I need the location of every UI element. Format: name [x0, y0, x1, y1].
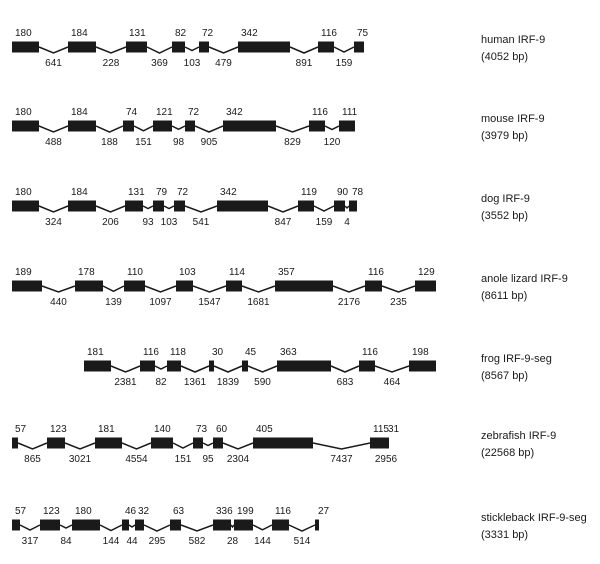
intron-line	[42, 286, 75, 292]
exon-box	[309, 121, 325, 132]
gene-size: (3979 bp)	[481, 130, 529, 142]
gene-row	[12, 506, 587, 547]
exon-box	[12, 42, 39, 53]
exon-box	[226, 281, 242, 292]
exon-size-label: 57	[15, 424, 27, 435]
exon-box	[135, 520, 144, 531]
exon-size-label: 181	[98, 424, 115, 435]
exon-box	[234, 520, 253, 531]
intron-line	[181, 366, 209, 372]
exon-box	[315, 520, 319, 531]
exon-box	[123, 121, 134, 132]
exon-size-label: 140	[154, 424, 171, 435]
exon-box	[339, 121, 355, 132]
intron-size-label: 159	[335, 58, 353, 69]
gene-size: (3552 bp)	[481, 210, 529, 222]
intron-size-label: 514	[293, 536, 311, 547]
exon-box	[370, 438, 387, 449]
exon-size-label: 74	[126, 107, 138, 118]
intron-size-label: 93	[142, 217, 154, 228]
intron-size-label: 324	[45, 217, 62, 228]
intron-line	[164, 206, 174, 209]
intron-line	[333, 286, 365, 292]
intron-line	[129, 525, 135, 527]
exon-box	[12, 281, 42, 292]
exon-box	[199, 42, 209, 53]
intron-line	[242, 286, 275, 292]
intron-size-label: 464	[383, 377, 401, 388]
exon-size-label: 198	[412, 347, 429, 358]
gene-size: (4052 bp)	[481, 51, 529, 63]
intron-line	[289, 525, 315, 531]
exon-box	[275, 281, 333, 292]
intron-size-label: 159	[315, 217, 333, 228]
exon-box	[209, 361, 214, 372]
gene-size: (3331 bp)	[481, 529, 529, 541]
intron-size-label: 865	[24, 454, 41, 465]
exon-box	[153, 201, 164, 212]
intron-line	[214, 366, 242, 372]
exon-size-label: 180	[15, 107, 32, 118]
intron-size-label: 28	[226, 536, 239, 547]
intron-size-label: 98	[172, 137, 185, 148]
exon-size-label: 72	[188, 107, 200, 118]
exon-box	[72, 520, 100, 531]
exon-size-label: 123	[50, 424, 67, 435]
intron-line	[231, 525, 234, 527]
intron-size-label: 95	[202, 454, 214, 465]
intron-size-label: 4554	[125, 454, 148, 465]
intron-size-label: 4	[344, 217, 350, 228]
exon-box	[84, 361, 111, 372]
exon-size-label: 131	[128, 187, 145, 198]
exon-box	[365, 281, 382, 292]
intron-size-label: 2176	[337, 297, 361, 308]
exon-box	[12, 201, 39, 212]
exon-size-label: 180	[15, 187, 32, 198]
exon-size-label: 78	[352, 187, 364, 198]
intron-line	[325, 126, 339, 130]
exon-size-label: 57	[15, 506, 27, 517]
exon-size-label: 45	[245, 347, 257, 358]
exon-box	[277, 361, 331, 372]
gene-row	[12, 424, 556, 465]
exon-box	[242, 361, 248, 372]
exon-size-label: 46	[125, 506, 137, 517]
exon-box	[167, 361, 181, 372]
intron-line	[203, 443, 213, 446]
exon-box	[409, 361, 436, 372]
intron-line	[313, 443, 370, 449]
exon-box	[217, 201, 268, 212]
intron-size-label: 103	[160, 217, 178, 228]
exon-size-label: 82	[175, 28, 187, 39]
intron-size-label: 103	[183, 58, 201, 69]
exon-size-label: 184	[71, 28, 88, 39]
exon-box	[193, 438, 203, 449]
intron-line	[134, 126, 153, 131]
exon-size-label: 114	[229, 267, 245, 278]
intron-size-label: 541	[192, 217, 210, 228]
exon-size-label: 131	[129, 28, 146, 39]
exon-size-label: 72	[177, 187, 189, 198]
intron-line	[143, 206, 153, 209]
exon-size-label: 115	[373, 424, 389, 435]
intron-line	[248, 366, 277, 372]
exon-box	[415, 281, 436, 292]
exon-size-label: 110	[127, 267, 143, 278]
exon-box	[12, 438, 18, 449]
intron-size-label: 151	[174, 454, 192, 465]
exon-box	[151, 438, 173, 449]
intron-size-label: 120	[323, 137, 341, 148]
exon-box	[172, 42, 185, 53]
exon-size-label: 181	[87, 347, 104, 358]
intron-line	[39, 47, 68, 53]
exon-box	[385, 438, 389, 449]
intron-size-label: 235	[390, 297, 407, 308]
intron-line	[331, 366, 359, 372]
intron-size-label: 590	[254, 377, 271, 388]
intron-line	[103, 286, 124, 291]
gene-name: dog IRF-9	[481, 193, 530, 205]
intron-size-label: 2956	[374, 454, 398, 465]
intron-line	[193, 286, 226, 292]
exon-size-label: 405	[256, 424, 273, 435]
exon-box	[185, 121, 195, 132]
intron-size-label: 582	[188, 536, 206, 547]
exon-size-label: 336	[216, 506, 233, 517]
gene-name: human IRF-9	[481, 34, 546, 46]
exon-size-label: 116	[275, 506, 291, 517]
exon-box	[272, 520, 289, 531]
gene-size: (8611 bp)	[481, 290, 528, 302]
intron-line	[195, 126, 223, 132]
exon-size-label: 184	[71, 107, 88, 118]
exon-size-label: 60	[216, 424, 228, 435]
exon-box	[95, 438, 122, 449]
intron-line	[173, 443, 193, 448]
exon-box	[213, 520, 231, 531]
intron-line	[111, 366, 140, 372]
intron-size-label: 84	[60, 536, 72, 547]
intron-size-label: 82	[155, 377, 167, 388]
exon-box	[122, 520, 129, 531]
exon-box	[75, 281, 103, 292]
exon-size-label: 63	[173, 506, 185, 517]
intron-line	[185, 206, 217, 212]
exon-box	[68, 201, 96, 212]
exon-size-label: 30	[212, 347, 224, 358]
exon-size-label: 184	[71, 187, 88, 198]
intron-size-label: 488	[45, 137, 62, 148]
exon-box	[223, 121, 276, 132]
exon-box	[12, 121, 39, 132]
exon-size-label: 119	[301, 187, 317, 198]
exon-box	[334, 201, 345, 212]
intron-size-label: 847	[274, 217, 292, 228]
intron-size-label: 3021	[68, 454, 92, 465]
exon-box	[298, 201, 314, 212]
gene-name: mouse IRF-9	[481, 113, 545, 125]
exon-box	[213, 438, 223, 449]
intron-size-label: 206	[102, 217, 119, 228]
intron-size-label: 829	[284, 137, 301, 148]
exon-box	[125, 201, 143, 212]
exon-size-label: 363	[280, 347, 297, 358]
exon-box	[170, 520, 181, 531]
gene-row	[84, 347, 552, 388]
exon-box	[359, 361, 375, 372]
exon-size-label: 189	[15, 267, 32, 278]
exon-size-label: 199	[237, 506, 254, 517]
intron-size-label: 641	[45, 58, 62, 69]
exon-size-label: 31	[388, 424, 400, 435]
intron-size-label: 139	[105, 297, 122, 308]
gene-name: stickleback IRF-9-seg	[481, 512, 587, 524]
intron-line	[253, 525, 272, 530]
intron-line	[209, 47, 238, 53]
intron-line	[290, 47, 318, 53]
intron-size-label: 2304	[226, 454, 250, 465]
exon-size-label: 342	[220, 187, 237, 198]
gene-size: (22568 bp)	[481, 447, 535, 459]
intron-size-label: 683	[336, 377, 354, 388]
intron-size-label: 317	[21, 536, 39, 547]
exon-size-label: 342	[241, 28, 258, 39]
intron-line	[96, 47, 126, 53]
exon-box	[354, 42, 364, 53]
intron-line	[375, 366, 409, 372]
intron-line	[145, 286, 176, 292]
gene-row	[12, 28, 545, 69]
exon-box	[124, 281, 145, 292]
exon-size-label: 72	[202, 28, 214, 39]
intron-size-label: 1681	[247, 297, 270, 308]
intron-line	[39, 206, 68, 212]
gene-name: zebrafish IRF-9	[481, 430, 557, 442]
intron-line	[147, 47, 172, 53]
intron-line	[18, 443, 47, 449]
intron-size-label: 1839	[216, 377, 240, 388]
intron-line	[334, 47, 354, 52]
exon-size-label: 27	[318, 506, 330, 517]
exon-size-label: 118	[170, 347, 186, 358]
gene-row	[12, 107, 545, 148]
exon-size-label: 116	[362, 347, 378, 358]
exon-size-label: 116	[368, 267, 384, 278]
gene-row	[12, 187, 530, 228]
exon-box	[40, 520, 60, 531]
exon-box	[140, 361, 155, 372]
exon-size-label: 32	[138, 506, 150, 517]
intron-size-label: 905	[200, 137, 218, 148]
intron-line	[39, 126, 68, 132]
exon-box	[174, 201, 185, 212]
intron-line	[144, 525, 170, 531]
exon-size-label: 180	[15, 28, 32, 39]
intron-size-label: 369	[151, 58, 168, 69]
exon-box	[176, 281, 193, 292]
exon-size-label: 75	[357, 28, 369, 39]
intron-line	[314, 206, 334, 211]
exon-size-label: 180	[75, 506, 92, 517]
intron-size-label: 44	[126, 536, 138, 547]
exon-box	[126, 42, 147, 53]
exon-size-label: 129	[418, 267, 435, 278]
intron-size-label: 891	[295, 58, 313, 69]
intron-size-label: 479	[215, 58, 232, 69]
exon-size-label: 116	[321, 28, 337, 39]
gene-name: frog IRF-9-seg	[481, 353, 552, 365]
exon-box	[253, 438, 313, 449]
exon-box	[68, 121, 96, 132]
exon-size-label: 357	[278, 267, 295, 278]
exon-size-label: 103	[179, 267, 196, 278]
exon-size-label: 116	[143, 347, 159, 358]
intron-size-label: 151	[135, 137, 152, 148]
exon-box	[47, 438, 65, 449]
intron-size-label: 2381	[114, 377, 137, 388]
intron-line	[276, 126, 309, 132]
intron-line	[223, 443, 253, 449]
intron-line	[382, 286, 415, 292]
intron-size-label: 1361	[183, 377, 207, 388]
intron-size-label: 295	[148, 536, 166, 547]
exon-size-label: 116	[312, 107, 328, 118]
intron-line	[65, 443, 95, 449]
exon-box	[349, 201, 357, 212]
intron-size-label: 188	[101, 137, 118, 148]
intron-line	[345, 206, 349, 208]
exon-size-label: 90	[337, 187, 349, 198]
gene-name: anole lizard IRF-9	[481, 273, 568, 285]
intron-line	[172, 126, 185, 129]
intron-size-label: 228	[102, 58, 120, 69]
exon-box	[153, 121, 172, 132]
intron-size-label: 7437	[330, 454, 353, 465]
intron-size-label: 144	[102, 536, 120, 547]
intron-size-label: 440	[50, 297, 67, 308]
exon-size-label: 123	[43, 506, 60, 517]
intron-line	[100, 525, 122, 531]
exon-size-label: 111	[342, 107, 358, 118]
exon-size-label: 73	[196, 424, 208, 435]
exon-size-label: 121	[156, 107, 173, 118]
intron-size-label: 1097	[149, 297, 172, 308]
intron-line	[96, 206, 125, 212]
intron-size-label: 1547	[198, 297, 221, 308]
intron-line	[185, 47, 199, 51]
intron-line	[155, 366, 167, 369]
intron-line	[60, 525, 72, 528]
intron-line	[96, 126, 123, 132]
exon-size-label: 79	[156, 187, 168, 198]
intron-line	[20, 525, 40, 530]
intron-size-label: 144	[254, 536, 271, 547]
intron-line	[122, 443, 151, 449]
exon-box	[238, 42, 290, 53]
intron-line	[181, 525, 213, 531]
exon-box	[68, 42, 96, 53]
exon-size-label: 178	[78, 267, 95, 278]
exon-box	[12, 520, 20, 531]
gene-size: (8567 bp)	[481, 370, 529, 382]
exon-box	[318, 42, 334, 53]
exon-size-label: 342	[226, 107, 243, 118]
intron-line	[268, 206, 298, 212]
gene-row	[12, 267, 568, 308]
